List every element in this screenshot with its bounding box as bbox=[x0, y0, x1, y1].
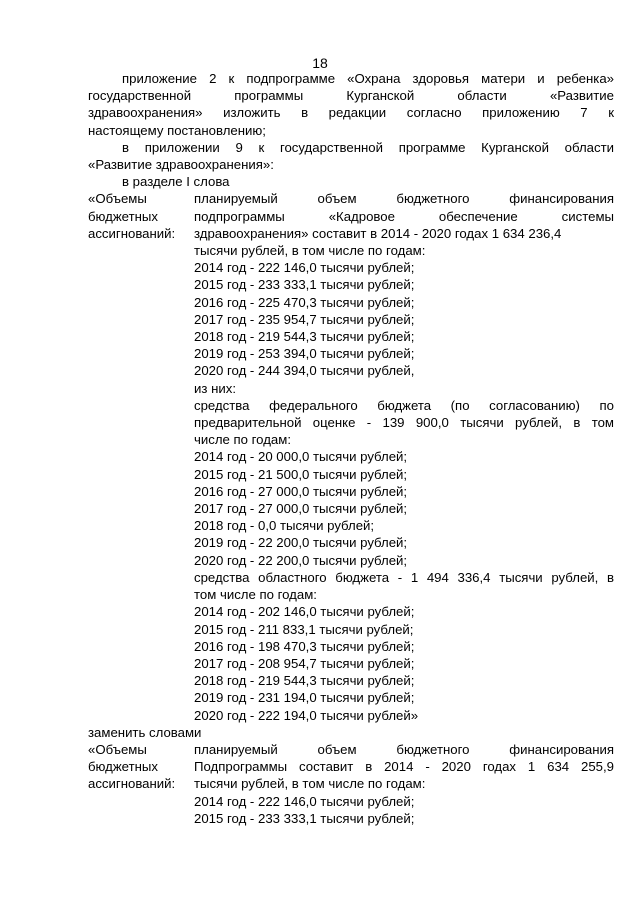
text-line: средства областного бюджета - 1 494 336,4 тысячи рублей, в bbox=[194, 569, 614, 585]
intro-paragraph bbox=[88, 70, 614, 139]
year-line: 2015 год - 211 833,1 тысячи рублей; bbox=[194, 621, 414, 637]
text-line: средства федерального бюджета (по согласованию) по bbox=[194, 397, 614, 413]
year-line: 2019 год - 231 194,0 тысячи рублей; bbox=[194, 690, 415, 706]
year-line: 2014 год - 222 146,0 тысячи рублей; bbox=[194, 260, 415, 276]
text-line: том числе по годам: bbox=[194, 587, 317, 603]
budget-values bbox=[194, 741, 614, 827]
replace-line: заменить словами bbox=[88, 724, 202, 740]
year-line: 2017 год - 235 954,7 тысячи рублей; bbox=[194, 311, 415, 327]
year-line: 2020 год - 222 194,0 тысячи рублей» bbox=[194, 707, 419, 723]
text-line: предварительной оценке - 139 900,0 тысячи рублей, в том bbox=[194, 415, 614, 431]
budget-label bbox=[88, 190, 194, 723]
budget-label bbox=[88, 741, 194, 827]
text-line: «Развитие здравоохранения»: bbox=[88, 157, 274, 173]
appendix-9-paragraph bbox=[88, 139, 614, 173]
year-line: 2015 год - 21 500,0 тысячи рублей; bbox=[194, 466, 408, 482]
page-number: 18 bbox=[312, 55, 328, 71]
text-line: тысячи рублей, в том числе по годам: bbox=[194, 776, 426, 792]
label-line: «Объемы bbox=[88, 191, 147, 207]
year-line: 2018 год - 219 544,3 тысячи рублей; bbox=[194, 673, 415, 689]
label-line: бюджетных bbox=[88, 208, 158, 224]
label-line: «Объемы bbox=[88, 741, 147, 757]
year-line: 2020 год - 22 200,0 тысячи рублей; bbox=[194, 552, 408, 568]
year-line: 2016 год - 225 470,3 тысячи рублей; bbox=[194, 294, 415, 310]
year-line: 2017 год - 27 000,0 тысячи рублей; bbox=[194, 501, 408, 517]
text-line: здравоохранения» составит в 2014 - 2020 годах 1 634 236,4 bbox=[194, 225, 562, 241]
year-line: 2016 год - 27 000,0 тысячи рублей; bbox=[194, 483, 408, 499]
year-line: 2015 год - 233 333,1 тысячи рублей; bbox=[194, 810, 415, 826]
text-line: планируемый объем бюджетного финансирования bbox=[194, 191, 614, 207]
year-line: 2020 год - 244 394,0 тысячи рублей, bbox=[194, 363, 415, 379]
label-line: бюджетных bbox=[88, 759, 158, 775]
budget-values bbox=[194, 190, 614, 723]
year-line: 2015 год - 233 333,1 тысячи рублей; bbox=[194, 277, 415, 293]
document-body bbox=[88, 70, 614, 827]
text-line: подпрограммы «Кадровое обеспечение системы bbox=[194, 208, 614, 224]
year-line: 2018 год - 219 544,3 тысячи рублей; bbox=[194, 329, 415, 345]
year-line: 2014 год - 202 146,0 тысячи рублей; bbox=[194, 604, 415, 620]
text-line: государственной программы Курганской области «Развитие bbox=[88, 88, 614, 104]
text-line: здравоохранения» изложить в редакции согласно приложению 7 к bbox=[88, 105, 614, 121]
budget-block-new bbox=[88, 741, 614, 827]
text-line: Подпрограммы составит в 2014 - 2020 годах 1 634 255,9 bbox=[194, 759, 614, 775]
year-line: 2019 год - 22 200,0 тысячи рублей; bbox=[194, 535, 408, 551]
year-line: 2016 год - 198 470,3 тысячи рублей; bbox=[194, 638, 415, 654]
year-line: 2018 год - 0,0 тысячи рублей; bbox=[194, 518, 375, 534]
label-line: ассигнований: bbox=[88, 776, 176, 792]
text-line: тысячи рублей, в том числе по годам: bbox=[194, 243, 426, 259]
year-line: 2014 год - 20 000,0 тысячи рублей; bbox=[194, 449, 408, 465]
text-line: настоящему постановлению; bbox=[88, 122, 266, 138]
text-line: в приложении 9 к государственной программе Курганской области bbox=[122, 139, 614, 155]
text-line: приложение 2 к подпрограмме «Охрана здоровья матери и ребенка» bbox=[122, 71, 614, 86]
year-line: 2019 год - 253 394,0 тысячи рублей; bbox=[194, 346, 415, 362]
label-line: ассигнований: bbox=[88, 225, 176, 241]
section-line: в разделе I слова bbox=[122, 174, 230, 190]
budget-block-old bbox=[88, 190, 614, 723]
year-line: 2017 год - 208 954,7 тысячи рублей; bbox=[194, 655, 415, 671]
text-line: планируемый объем бюджетного финансирования bbox=[194, 741, 614, 757]
text-line: числе по годам: bbox=[194, 432, 291, 448]
year-line: 2014 год - 222 146,0 тысячи рублей; bbox=[194, 793, 415, 809]
of-them-line: из них: bbox=[194, 380, 236, 396]
